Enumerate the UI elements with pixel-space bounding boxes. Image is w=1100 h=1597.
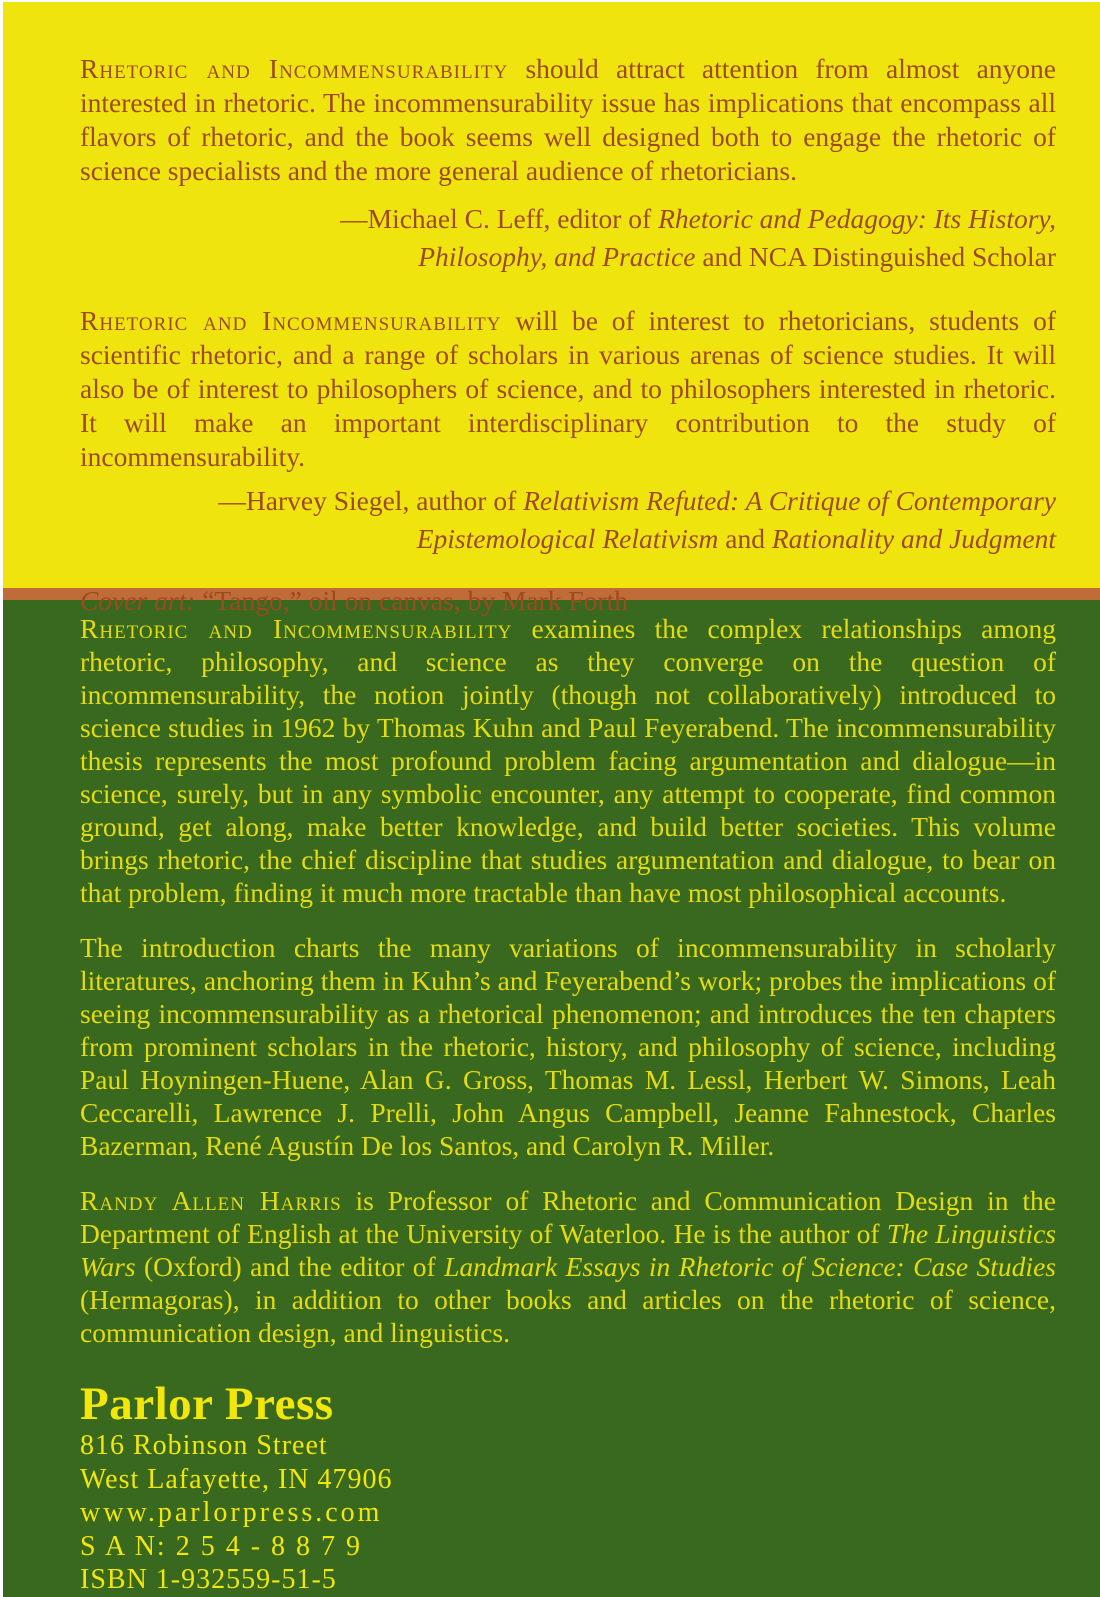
book-title-smallcaps: Rhetoric and Incommensurability	[80, 53, 509, 84]
blurb-siegel	[80, 304, 1056, 474]
attribution-leff-title-part1: Rhetoric and Pedagogy: Its History,	[658, 203, 1056, 234]
attribution-siegel-title-part1: Relativism Refuted: A Critique of Contemporary	[523, 485, 1056, 516]
attribution-leff-credential: and NCA Distinguished Scholar	[695, 241, 1056, 272]
contributors-paragraph	[80, 931, 1056, 1162]
cover-art-label: Cover art:	[80, 585, 196, 616]
green-panel	[3, 600, 1100, 1597]
synopsis-paragraph	[80, 612, 1056, 909]
attribution-leff-line2	[80, 238, 1056, 276]
author-bio-seg2: (Oxford) and the editor of	[135, 1251, 445, 1282]
publisher-city: West Lafayette, IN 47906	[80, 1463, 393, 1495]
author-bio-book2: Landmark Essays in Rhetoric of Science: Case Studies	[444, 1251, 1056, 1282]
attribution-siegel-name: —Harvey Siegel, author of	[218, 485, 524, 516]
attribution-leff	[80, 200, 1056, 276]
publisher-block	[80, 1379, 1056, 1597]
publisher-san: S A N: 2 5 4 - 8 8 7 9	[80, 1530, 363, 1562]
publisher-street: 816 Robinson Street	[80, 1430, 328, 1461]
author-bio-seg1: is Professor of Rhetoric and Communication Design in the Department of English at the University of Waterloo. He is the author of	[80, 1185, 1056, 1249]
blurb-siegel-text: will be of interest to rhetoricians, students of scientific rhetoric, and a range of scholars in various arenas of science studies. It will also be of interest to philosophers of science, and to philosophers interested in rhetoric. It will make an important interdisciplinary contribution to the study of incommensurability.	[80, 305, 1056, 472]
author-bio-paragraph	[80, 1184, 1056, 1349]
synopsis-text: examines the complex relationships among rhetoric, philosophy, and science as they converge on the question of incommensurability, the notion jointly (though not collaboratively) introduced to science studies in 1962 by Thomas Kuhn and Paul Feyerabend. The incommensurability thesis represents the most profound problem facing argumentation and dialogue—in science, surely, but in any symbolic encounter, any attempt to cooperate, find common ground, get along, make better knowledge, and build better societies. This volume brings rhetoric, the chief discipline that studies argumentation and dialogue, to bear on that problem, finding it much more tractable than have most philosophical accounts.	[80, 613, 1056, 908]
attribution-siegel-line2	[80, 520, 1056, 558]
publisher-website: www.parlorpress.com	[80, 1497, 383, 1528]
author-bio-book1: The Linguistics Wars	[80, 1218, 1057, 1282]
attribution-siegel-and: and	[718, 523, 772, 554]
attribution-siegel-line1	[80, 482, 1056, 520]
attribution-siegel-title-part2: Epistemological Relativism	[416, 523, 719, 554]
attribution-leff-name: —Michael C. Leff, editor of	[340, 203, 659, 234]
blurb-leff	[80, 52, 1056, 188]
attribution-leff-line1	[80, 200, 1056, 238]
publisher-name: Parlor Press	[80, 1378, 334, 1430]
author-name-smallcaps: Randy Allen Harris	[80, 1185, 342, 1216]
contributors-text: The introduction charts the many variations of incommensurability in scholarly literatures, anchoring them in Kuhn’s and Feyerabend’s work; probes the implications of seeing incommensurability as a rhetorical phenomenon; and introduces the ten chapters from prominent scholars in the rhetoric, history, and philosophy of science, including Paul Hoyningen-Huene, Alan G. Gross, Thomas M. Lessl, Herbert W. Simons, Leah Ceccarelli, Lawrence J. Prelli, John Angus Campbell, Jeanne Fahnestock, Charles Bazerman, René Agustín De los Santos, and Carolyn R. Miller.	[80, 932, 1056, 1161]
publisher-isbn: ISBN 1-932559-51-5	[80, 1564, 337, 1595]
blurb-leff-text: should attract attention from almost anyone interested in rhetoric. The incommensurability issue has implications that encompass all flavors of rhetoric, and the book seems well designed both to engage the rhetoric of science specialists and the more general audience of rhetoricians.	[80, 53, 1056, 186]
attribution-siegel	[80, 482, 1056, 558]
book-title-smallcaps: Rhetoric and Incommensurability	[80, 305, 502, 336]
book-title-smallcaps: Rhetoric and Incommensurability	[80, 613, 513, 644]
attribution-leff-title-part2: Philosophy, and Practice	[418, 241, 696, 272]
attribution-siegel-title2: Rationality and Judgment	[771, 523, 1056, 554]
author-bio-seg3: (Hermagoras), in addition to other books and articles on the rhetoric of science, communication design, and linguistics.	[80, 1284, 1056, 1348]
cover-art-text: “Tango,” oil on canvas, by Mark Forth	[195, 585, 628, 616]
yellow-panel	[3, 2, 1100, 616]
